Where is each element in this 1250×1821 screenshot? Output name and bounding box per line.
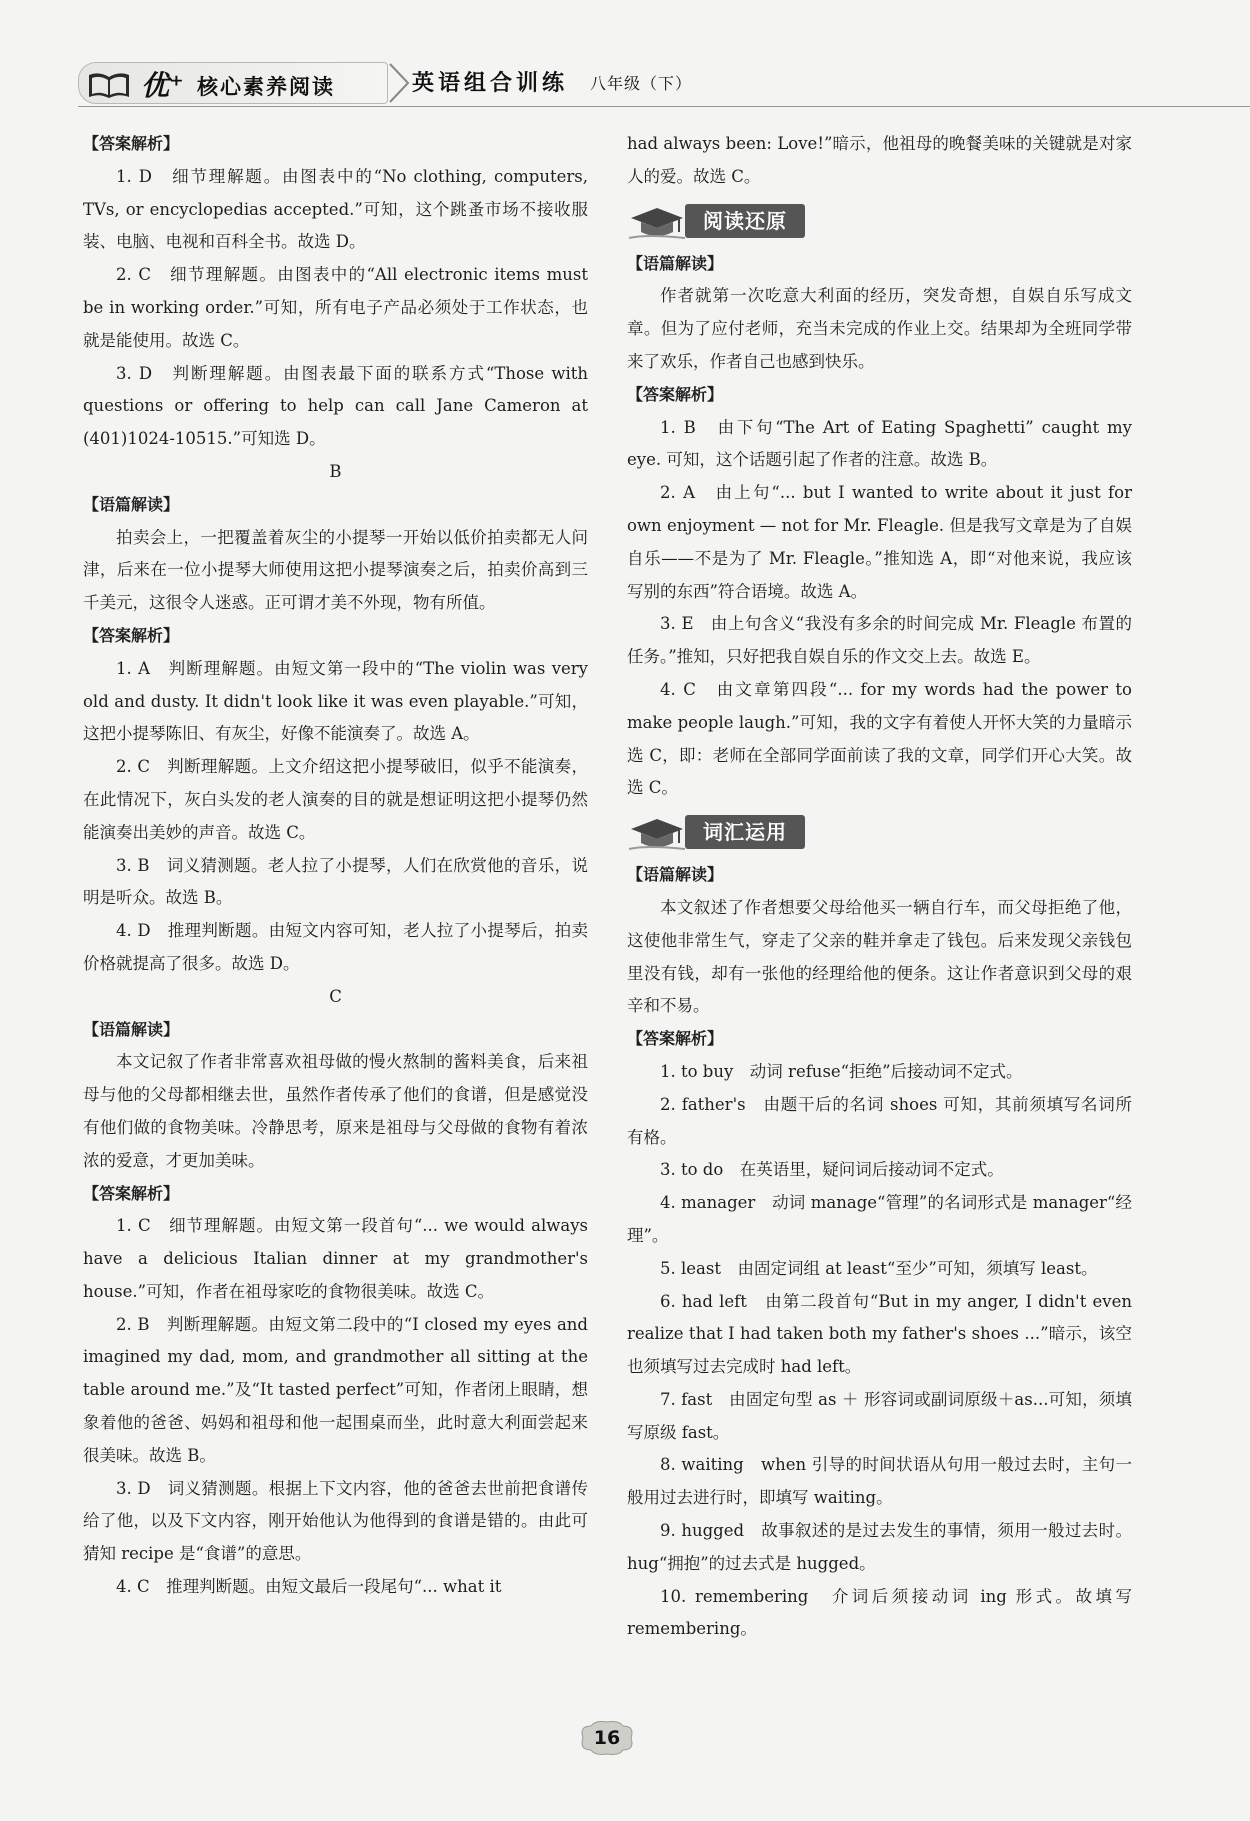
paragraph: 作者就第一次吃意大利面的经历，突发奇想，自娱自乐写成文章。但为了应付老师，充当未完成的作业上交。结果却为全班同学带来了欢乐，作者自己也感到快乐。: [627, 286, 1132, 371]
paragraph: 9. hugged 故事叙述的是过去发生的事情，须用一般过去时。hug“拥抱”的过去式是 hugged。: [627, 1521, 1132, 1573]
page-number-badge: [575, 1718, 639, 1758]
paragraph: 4. C 推理判断题。由短文最后一段尾句“... what it: [116, 1577, 502, 1597]
paragraph: 2. C 细节理解题。由图表中的“All electronic items must be in working order.”可知，所有电子产品必须处于工作状态，也就是能使用。故选 C。: [83, 265, 588, 350]
left-column: [83, 128, 588, 1604]
paragraph: 本文记叙了作者非常喜欢祖母做的慢火熬制的酱料美食，后来祖母与他的父母都相继去世，虽然作者传承了他们的食谱，但是感觉没有他们做的食物美味。冷静思考，原来是祖母与父母做的食物有着浓浓的爱意，才更加美味。: [83, 1052, 588, 1170]
paragraph: 3. B 词义猜测题。老人拉了小提琴，人们在欣赏他的音乐，说明是听众。故选 B。: [83, 855, 588, 908]
paragraph: 拍卖会上，一把覆盖着灰尘的小提琴一开始以低价拍卖都无人问津，后来在一位小提琴大师使用这把小提琴演奏之后，拍卖价高到三千美元，这很令人迷惑。正可谓才美不外现，物有所值。: [83, 527, 588, 613]
paragraph: 6. had left 由第二段首句“But in my anger, I didn't even realize that I had taken both my father's shoes ...”暗示，该空也须填写过去完成时 had left。: [627, 1291, 1132, 1377]
section-heading: 【答案解析】: [627, 384, 724, 404]
paragraph: 10. remembering 介词后须接动词 ing 形式。故填写 remembering。: [627, 1586, 1132, 1639]
paragraph: 4. manager 动词 manage“管理”的名词形式是 manager“经理”。: [627, 1193, 1132, 1245]
header-rule: [78, 106, 1250, 107]
paragraph: 8. waiting when 引导的时间状语从句用一般过去时，主句一般用过去进行时，即填写 waiting。: [627, 1455, 1132, 1508]
right-column: [627, 128, 1132, 1646]
paragraph: 1. to buy 动词 refuse“拒绝”后接动词不定式。: [660, 1061, 1023, 1081]
passage-label: B: [329, 461, 342, 481]
paragraph: 7. fast 由固定句型 as ＋ 形容词或副词原级＋as...可知，须填写原级 fast。: [627, 1389, 1132, 1442]
paragraph: 2. A 由上句“... but I wanted to write about it just for own enjoyment — not for Mr. Fleagle. 但是我写文章是为了自娱自乐——不是为了 Mr. Fleagle。”推知选 A，即“对他来说，我应该写别的东西”符合语境。故选 A。: [627, 483, 1132, 601]
section-banner-label: 阅读还原: [685, 204, 805, 238]
page-number: 16: [593, 1727, 621, 1749]
paragraph: 1. C 细节理解题。由短文第一段首句“... we would always have a delicious Italian dinner at my grandmother's house.”可知，作者在祖母家吃的食物很美味。故选 C。: [83, 1216, 588, 1301]
logo-mark: 优⁺: [141, 69, 184, 102]
section-heading: 【语篇解读】: [627, 253, 724, 273]
section-heading: 【答案解析】: [83, 625, 180, 645]
paragraph: 3. D 词义猜测题。根据上下文内容，他的爸爸去世前把食谱传给了他，以及下文内容，刚开始他认为他得到的食谱是错的。由此可猜知 recipe 是“食谱”的意思。: [83, 1478, 588, 1564]
series-title: 英语组合训练: [412, 71, 569, 96]
paragraph: 1. B 由下句“The Art of Eating Spaghetti” caught my eye. 可知，这个话题引起了作者的注意。故选 B。: [627, 417, 1132, 470]
paragraph: 1. A 判断理解题。由短文第一段中的“The violin was very old and dusty. It didn't look like it was even playable.”可知，这把小提琴陈旧、有灰尘，好像不能演奏了。故选 A。: [83, 658, 588, 744]
section-banner-label: 词汇运用: [685, 815, 805, 849]
section-heading: 【答案解析】: [83, 134, 180, 153]
graduation-cap-icon: [627, 202, 685, 242]
section-heading: 【答案解析】: [83, 1183, 180, 1203]
paragraph: 4. D 推理判断题。由短文内容可知，老人拉了小提琴后，拍卖价格就提高了很多。故选 D。: [83, 921, 588, 973]
paragraph: 1. D 细节理解题。由图表中的“No clothing, computers, TVs, or encyclopedias accepted.”可知，这个跳蚤市场不接收服装、电脑、电视和百科全书。故选 D。: [83, 166, 588, 252]
paragraph: had always been: Love!”暗示，他祖母的晚餐美味的关键就是对家人的爱。故选 C。: [627, 134, 1132, 186]
section-heading: 【语篇解读】: [83, 1019, 180, 1039]
graduation-cap-icon: [627, 813, 685, 853]
paragraph: 本文叙述了作者想要父母给他买一辆自行车，而父母拒绝了他，这使他非常生气，穿走了父亲的鞋并拿走了钱包。后来发现父亲钱包里没有钱，却有一张他的经理给他的便条。这让作者意识到父母的艰辛和不易。: [627, 897, 1132, 1016]
open-book-icon: [87, 69, 131, 99]
section-heading: 【语篇解读】: [83, 494, 180, 514]
chevron-divider-icon: [388, 62, 410, 104]
paragraph: 3. to do 在英语里，疑问词后接动词不定式。: [660, 1160, 1004, 1180]
logo-text: 核心素养阅读: [197, 75, 335, 99]
paragraph: 3. D 判断理解题。由图表最下面的联系方式“Those with questions or offering to help can call Jane Cameron at (401)1024-10515.”可知选 D。: [83, 363, 588, 449]
paragraph: 2. father's 由题干后的名词 shoes 可知，其前须填写名词所有格。: [627, 1094, 1132, 1147]
section-banner: [627, 198, 1132, 244]
section-banner: [627, 809, 1132, 855]
section-heading: 【答案解析】: [627, 1029, 724, 1049]
passage-label: C: [329, 986, 342, 1006]
paragraph: 2. C 判断理解题。上文介绍这把小提琴破旧，似乎不能演奏，在此情况下，灰白头发的老人演奏的目的就是想证明这把小提琴仍然能演奏出美妙的声音。故选 C。: [83, 757, 588, 842]
paragraph: 3. E 由上句含义“我没有多余的时间完成 Mr. Fleagle 布置的任务。”推知，只好把我自娱自乐的作文交上去。故选 E。: [627, 614, 1132, 667]
page-header: [78, 58, 1250, 110]
series-logo: [78, 62, 388, 104]
paragraph: 4. C 由文章第四段“... for my words had the power to make people laugh.”可知，我的文字有着使人开怀大笑的力量暗示选 C，即：老师在全部同学面前读了我的文章，同学们开心大笑。故选 C。: [627, 679, 1132, 798]
grade-label: 八年级（下）: [590, 74, 693, 93]
paragraph: 5. least 由固定词组 at least“至少”可知，须填写 least。: [660, 1258, 1098, 1278]
paragraph: 2. B 判断理解题。由短文第二段中的“I closed my eyes and imagined my dad, mom, and grandmother all sitting at the table around me.”及“It tasted perfect”可知，作者闭上眼睛，想象着他的爸爸、妈妈和祖母和他一起围桌而坐，此时意大利面尝起来很美味。故选 B。: [83, 1314, 588, 1465]
section-heading: 【语篇解读】: [627, 865, 724, 885]
